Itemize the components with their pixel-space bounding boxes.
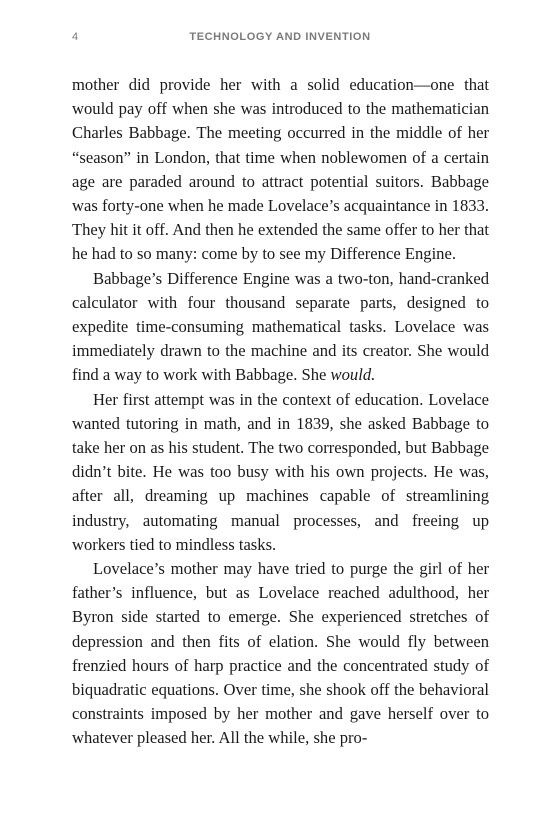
paragraph-text: Lovelace’s mother may have tried to purge the girl of her father’s influence, but as Lovelace reached adulthood, her Byron side started to emerge. She experienced stretches of depression and then fits of elation. She would fly between frenzied hours of harp practice and the concentrated study of biquadratic equations. Over time, she shook off the behavioral constraints imposed by her mother and gave herself over to whatever pleased her. All the while, she pro- — [72, 559, 489, 748]
page-number: 4 — [72, 31, 79, 43]
paragraph — [72, 388, 489, 557]
body-text — [72, 73, 489, 751]
paragraph-text: Her first attempt was in the context of education. Lovelace wanted tutoring in math, and in 1839, she asked Babbage to take her on as his student. The two corresponded, but Babbage didn’t bite. He was too busy with his own projects. He was, after all, dreaming up machines capable of streamlining industry, automating manual processes, and freeing up workers tied to mindless tasks. — [72, 389, 489, 554]
section-title: TECHNOLOGY AND INVENTION — [189, 31, 371, 43]
running-head — [0, 31, 560, 47]
paragraph-text: mother did provide her with a solid education—one that would pay off when she was introduced to the mathematician Charles Babbage. The meeting occurred in the middle of her “season” in London, that time when noblewomen of a certain age are paraded around to attract potential suitors. Babbage was forty-one when he made Lovelace’s acquaintance in 1833. They hit it off. And then he extended the same offer to her that he had to so many: come by to see my Difference Engine. — [72, 75, 489, 264]
paragraph — [72, 557, 489, 751]
paragraph — [72, 73, 489, 267]
paragraph-text: Babbage’s Difference Engine was a two-ton, hand-cranked calculator with four thousand separate parts, designed to expedite time-consuming mathematical tasks. Lovelace was immediately drawn to the machine and its creator. She would find a way to work with Babbage. She — [72, 268, 489, 385]
emphasized-word: would. — [330, 365, 376, 385]
paragraph — [72, 267, 489, 388]
